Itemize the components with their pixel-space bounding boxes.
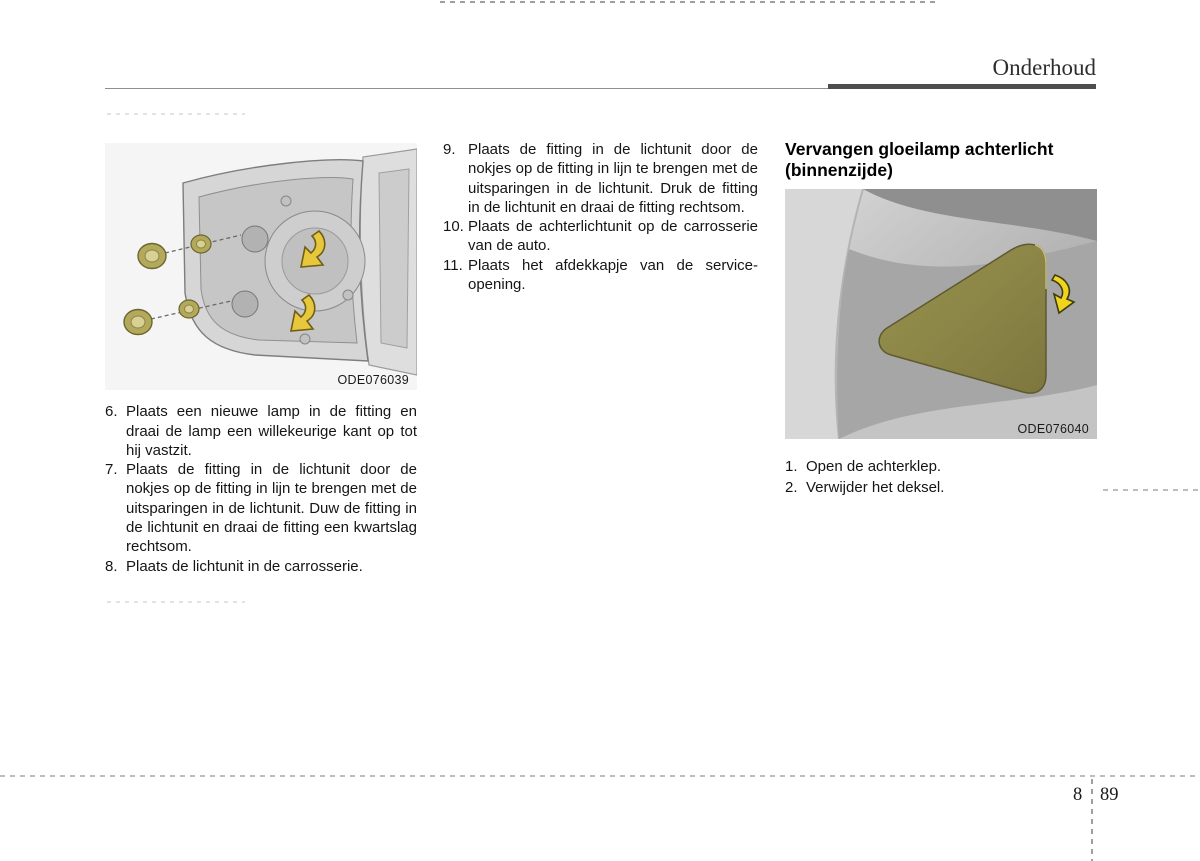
crop-mark-top [440,1,940,3]
list-item-11 [443,256,758,295]
item-number: 6. [105,403,118,421]
item-number: 11. [443,256,463,274]
list-item-7 [105,460,417,556]
header-rule-accent [828,84,1096,89]
item-text: Plaats een nieuwe lamp in de fitting en draai de lamp een willekeurige kant op tot hij vastzit. [126,403,417,459]
item-number: 2. [785,478,798,496]
column-middle [443,140,758,294]
list-item-10 [443,217,758,256]
instruction-list-left [105,402,417,576]
item-text: Plaats de fitting in de lichtunit door de nokjes op de fitting in lijn te brengen met de uitsparingen in de lichtunit. Duw de fitting in de lichtunit en draai de fitting een kwartslag rechtsom. [126,461,417,556]
item-number: 8. [105,557,118,575]
section-heading-line2: (binnenzijde) [785,160,893,180]
column-left [105,143,417,576]
item-text: Plaats de lichtunit in de carrosserie. [126,557,363,575]
list-item-8 [105,557,417,576]
item-text: Open de achterklep. [806,458,942,476]
instruction-list-middle [443,140,758,294]
item-number: 1. [785,458,798,476]
list-item-1 [785,457,1097,476]
item-text: Verwijder het deksel. [806,478,945,496]
instruction-list-right [785,457,1097,497]
taillight-illustration [105,143,417,390]
figure-taillight [105,143,417,395]
item-text: Plaats de achterlichtunit op de carrosserie van de auto. [468,218,758,255]
item-number: 10. [443,218,464,236]
column-right [785,139,1097,498]
crop-mark-footer-divider [1091,779,1093,861]
item-number: 7. [105,461,118,479]
figure-trunk-trim [785,189,1097,444]
figure-caption: ODE076039 [337,373,409,387]
footer-chapter-number: 8 [1073,785,1083,805]
trunk-trim-illustration [785,189,1097,439]
section-heading-line1: Vervangen gloeilamp achterlicht [785,139,1054,159]
list-item-6 [105,402,417,460]
list-item-2 [785,478,1097,497]
taillight-housing [183,160,368,361]
car-body-panel [360,149,417,375]
item-number: 9. [443,141,456,158]
section-heading [785,139,1097,181]
list-item-9 [443,140,758,217]
figure-caption: ODE076040 [1017,422,1089,436]
faint-mark-upper [107,113,245,115]
faint-mark-lower [107,601,245,603]
item-text: Plaats de fitting in de lichtunit door de nokjes op de fitting in lijn te brengen met de uitsparingen in de lichtunit. Druk de fitting in de lichtunit en draai de fitting rechtsom. [468,141,758,216]
chapter-title: Onderhoud [992,55,1096,80]
footer-page-number: 89 [1100,785,1119,805]
crop-mark-right-middle [1103,489,1200,491]
item-text: Plaats het afdekkapje van de service-opening. [468,256,758,294]
crop-mark-bottom [0,775,1200,777]
